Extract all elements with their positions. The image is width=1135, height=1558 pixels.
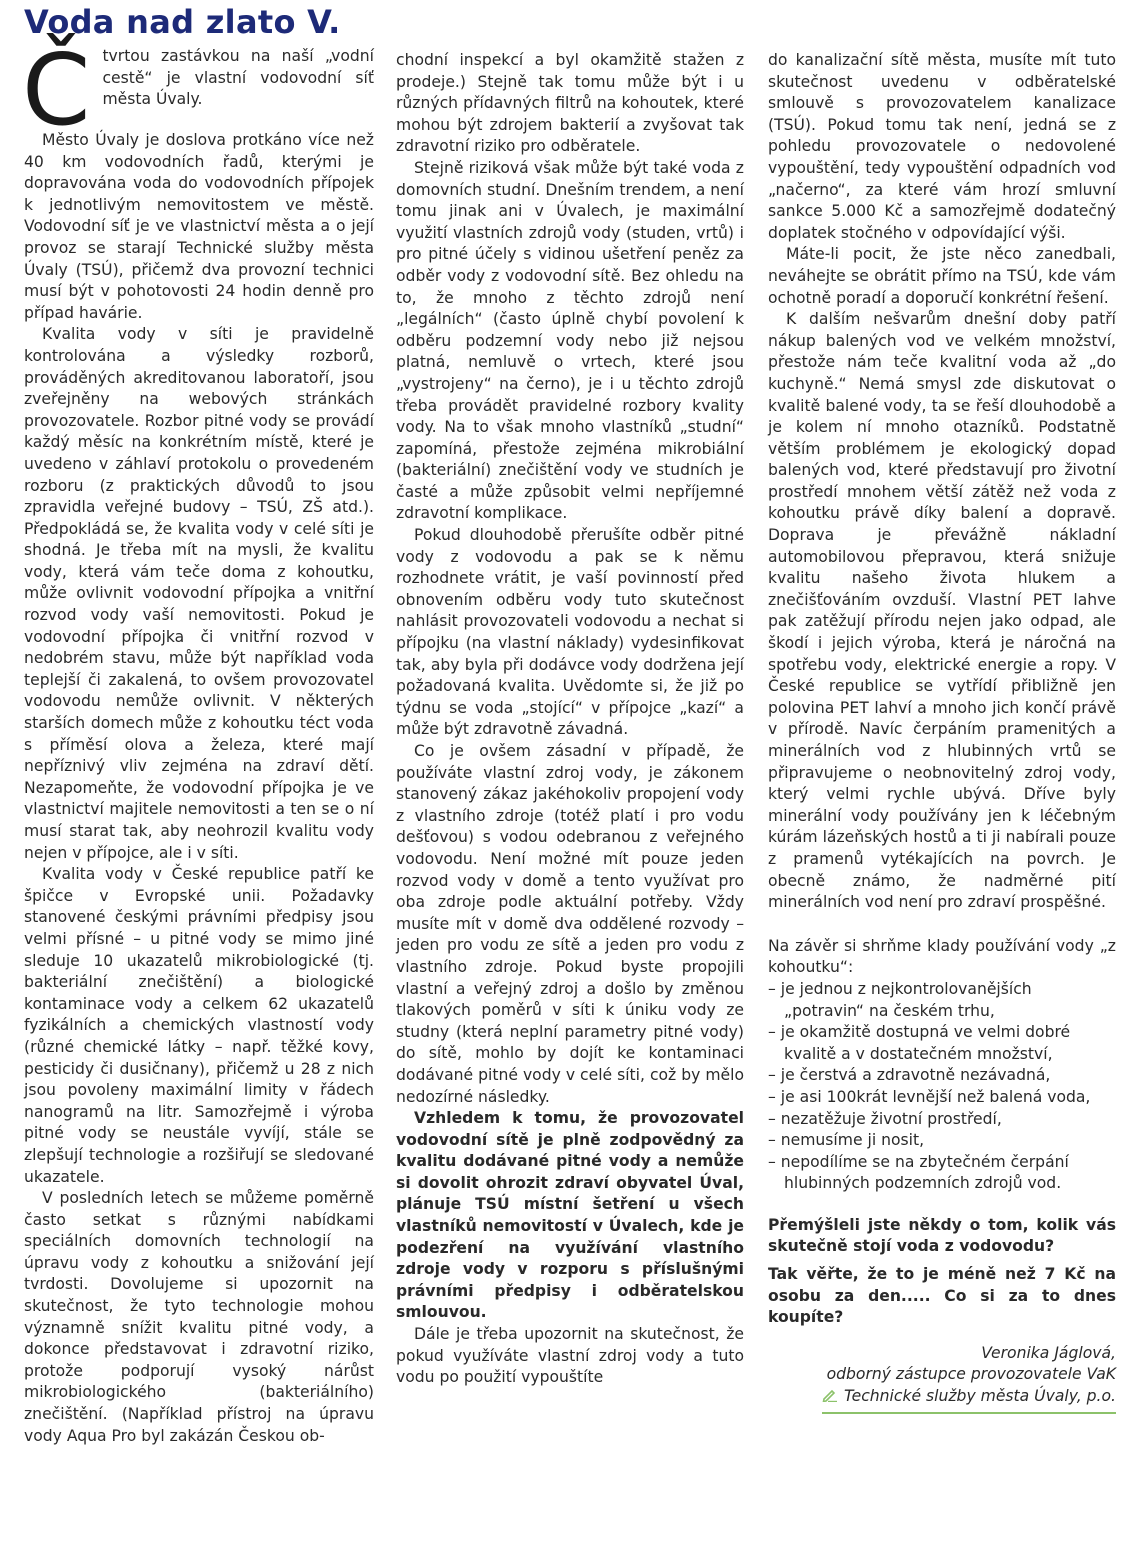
pencil-icon xyxy=(822,1388,838,1402)
list-item: – je okamžitě dostupná ve velmi dobré kvalitě a v dostatečném množství, xyxy=(768,1023,1071,1063)
signature xyxy=(768,1343,1116,1414)
paragraph: K dalším nešvarům dnešní doby patří nákup balených vod ve velkém množství, přestože nám teče kvalitní voda až „do kuchyně.“ Nemá smysl zde diskutovat o kvalitě balené vody, ta se řeší dlouhodobě a je kolem ní mnoho otazníků. Podstatně větším problémem je ekologický dopad balených vod, které představují pro životní prostředí mnohem větší zátěž než voda z kohoutku právě díky balení a dopravě. Doprava je převážně nákladní automobilovou přepravou, která snižuje kvalitu našeho života hlukem a znečišťováním ovzduší. Vlastní PET lahve pak zatěžují přírodu nejen jako odpad, ale škodí i jejich výroba, která je náročná na spotřebu vody, elektrické energie a ropy. V České republice se vytřídí přibližně jen polovina PET lahví a mnoho jich končí právě v přírodě. Navíc čerpáním pramenitých a minerálních vod z hlubinných vrtů se připravujeme o neobnovitelný zdroj vody, který velmi rychle ubývá. Dříve byly minerální vody používány jen k léčebným kúrám lázeňských hostů a ti ji nabírali pouze z pramenů vytékajících na povrch. Je obecně známo, že nadměrné pití minerálních vod není pro zdraví prospěšné. xyxy=(768,310,1116,912)
paragraph: Co je ovšem zásadní v případě, že používáte vlastní zdroj vody, je zákonem stanovený zákaz jakéhokoliv propojení vody z vlastního zdroje (totéž platí i pro vodu dešťovou) s vodou odebranou z veřejného vodovodu. Není možné mít pouze jeden rozvod vody v domě a tento využívat pro oba zdroje podle aktuální potřeby. Vždy musíte mít v domě dva oddělené rozvody – jeden pro vodu ze sítě a jeden pro vodu z vlastního zdroje. Pokud byste propojili vlastní a veřejný zdroj a došlo by změnou tlakových poměrů v síti k úniku vody ze studny (která neplní parametry pitné vody) do sítě, mohlo by dojít ke kontaminaci dodávané pitné vody v celé síti, což by mělo nedozírné následky. xyxy=(396,742,744,1106)
closing-question: Přemýšleli jste někdy o tom, kolik vás skutečně stojí voda z vodovodu? xyxy=(768,1215,1116,1256)
paragraph: Stejně riziková však může být také voda z domovních studní. Dnešním trendem, a není tomu jinak ani v Úvalech, je maximální využití vlastních zdrojů vody (studen, vrtů) i pro pitné účely s vidinou ušetření peněz za odběr vody z vodovodní sítě. Bez ohledu na to, že mnoho z těchto zdrojů není „legálních“ (často úplně chybí povolení k odběru podzemní vody nebo již nejsou platná, nemluvě o vrtech, které jsou „vystrojeny“ na černo), je i u těchto zdrojů třeba provádět pravidelné rozbory kvality vody. Na to však mnoho vlastníků „studní“ zapomíná, přestože zejména mikrobiální (bakteriální) znečištění vody ve studních je časté a může způsobit velmi nepříjemné zdravotní komplikace. xyxy=(396,158,744,523)
list-item: – nezatěžuje životní prostředí, xyxy=(768,1109,1002,1128)
author-organization-line: Technické služby města Úvaly, p.o. xyxy=(822,1386,1116,1414)
closing-answer: Tak věřte, že to je méně než 7 Kč na osobu za den..... Co si za to dnes koupíte? xyxy=(768,1265,1116,1327)
list-item: – je jednou z nejkontrolovanějších „potravin“ na českém trhu, xyxy=(768,979,1032,1020)
benefits-list xyxy=(768,979,1116,1195)
highlight-paragraph: Vzhledem k tomu, že provozovatel vodovodní sítě je plně zodpovědný za kvalitu dodávané pitné vody a nemůže si dovolit ohrozit zdraví obyvatel Úval, plánuje TSÚ místní šetření u všech vlastníků nemovitostí v Úvalech, kde je podezření na využívání vlastního zdroje vody v rozporu s příslušnými právními předpisy i odběratelskou smlouvou. xyxy=(396,1109,744,1322)
summary-intro: Na závěr si shrňme klady používání vody „z kohoutku“: xyxy=(768,936,1116,977)
paragraph: Dále je třeba upozornit na skutečnost, že pokud využíváte vlastní zdroj vody a tuto vodu po použití vypouštíte xyxy=(396,1325,744,1387)
paragraph: Máte-li pocit, že jste něco zanedbali, neváhejte se obrátit přímo na TSÚ, kde vám ochotně poradí a doporučí konkrétní řešení. xyxy=(768,245,1116,307)
paragraph: Kvalita vody v síti je pravidelně kontrolována a výsledky rozborů, prováděných akreditovanou laboratoří, jsou zveřejněny na webových stránkách provozovatele. Rozbor pitné vody se provádí každý měsíc na konkrétním místě, které je uvedeno v záhlaví protokolu o provedeném rozboru (z praktických důvodů to jsou zpravidla veřejné budovy – TSÚ, ZŠ atd.). Předpokládá se, že kvalita vody v celé síti je shodná. Je třeba mít na mysli, že kvalitu vody, která vám teče doma z kohoutku, může ovlivnit vodovodní přípojka a vnitřní rozvod vody vaší nemovitosti. Pokud je vodovodní přípojka či vnitřní rozvod v nedobrém stavu, může být například voda teplejší či zakalená, to ovšem provozovatel vodovodu nemůže ovlivnit. V některých starších domech může z kohoutku téct voda s příměsí olova a železa, které mají nepříznivý vliv zejména na zdraví dětí. Nezapomeňte, že vodovodní přípojka je ve vlastnictví majitele nemovitosti a ten se o ní musí starat tak, aby neohrozil kvalitu vody nejen v přípojce, ale i v síti. xyxy=(24,325,374,862)
author-name: Veronika Jáglová, xyxy=(981,1343,1116,1362)
column-3 xyxy=(768,50,1116,1414)
continuation-paragraph: do kanalizační sítě města, musíte mít tuto skutečnost uvedenu v odběratelské smlouvě s provozovatelem kanalizace (TSÚ). Pokud tomu tak není, jedná se z pohledu provozovatele o nedovolené vypouštění, tedy vypouštění odpadních vod „načerno“, za které vám hrozí smluvní sankce 5.000 Kč a samozřejmě dodatečný doplatek stočného v odpovídající výši. xyxy=(768,51,1116,242)
spacer xyxy=(768,914,1116,936)
intro-paragraph: Čtvrtou zastávkou na naší „vodní cestě“ je vlastní vodovodní síť města Úvaly. xyxy=(22,34,374,148)
list-item: – je čerstvá a zdravotně nezávadná, xyxy=(768,1066,1051,1085)
drop-cap: Č xyxy=(22,34,91,148)
list-item: – nepodílíme se na zbytečném čerpání hlubinných podzemních zdrojů vod. xyxy=(768,1152,1069,1193)
list-item: – nemusíme ji nosit, xyxy=(768,1131,925,1150)
author-role: odborný zástupce provozovatele VaK xyxy=(826,1365,1116,1384)
column-1 xyxy=(22,34,374,1447)
paragraph: Kvalita vody v České republice patří ke špičce v Evropské unii. Požadavky stanovené českými právními předpisy jsou velmi přísné – u pitné vody se mimo jiné sleduje 10 ukazatelů mikrobiologické (tj. bakteriální znečištění) a biologické kontaminace vody a celkem 62 ukazatelů fyzikálních a chemických vlastností vody (různé chemické látky – např. těžké kovy, pesticidy či dusičnany), přičemž u 28 z nich jsou povoleny maximální limity v řádech nanogramů na litr. Samozřejmě i výroba pitné vody se neustále vyvíjí, stále se zlepšují technologie a rozšiřují se sledované ukazatele. xyxy=(24,865,374,1186)
paragraph: V posledních letech se můžeme poměrně často setkat s různými nabídkami speciálních domovních technologií na úpravu vody z kohoutku a snižování její tvrdosti. Dovolujeme si upozornit na skutečnost, že tyto technologie mohou významně snížit kvalitu pitné vody, a dokonce představovat i zdravotní riziko, protože podporují vysoký nárůst mikrobiologického (bakteriálního) znečištění. (Například přístroj na úpravu vody Aqua Pro byl zakázán Českou ob- xyxy=(24,1189,374,1445)
continuation-paragraph: chodní inspekcí a byl okamžitě stažen z prodeje.) Stejně tak tomu může být i u různých přídavných filtrů na kohoutek, které mohou být zdrojem bakterií a zvyšovat tak zdravotní riziko pro odběratele. xyxy=(396,51,744,156)
paragraph: Pokud dlouhodobě přerušíte odběr pitné vody z vodovodu a pak se k němu rozhodnete vrátit, je vaší povinností před obnovením odběru vody tuto skutečnost nahlásit provozovateli vodovodu a nechat si přípojku (na vlastní náklady) vydesinfikovat tak, aby byla při dodávce vody dodržena její požadovaná kvalita. Uvědomte si, že již po týdnu se voda „stojící“ v přípojce „kazí“ a může být zdravotně závadná. xyxy=(396,526,744,739)
list-item: – je asi 100krát levnější než balená voda, xyxy=(768,1087,1091,1106)
article-title: Voda nad zlato V. xyxy=(24,3,341,41)
column-2 xyxy=(396,50,744,1389)
paragraph: Město Úvaly je doslova protkáno více než 40 km vodovodních řadů, kterými je dopravována voda do vodovodních přípojek k jednotlivým nemovitostem ve městě. Vodovodní síť je ve vlastnictví města a o její provoz se starají Technické služby města Úvaly (TSÚ), přičemž dva provozní technici musí být v pohotovosti 24 hodin denně pro případ havárie. xyxy=(24,131,374,322)
